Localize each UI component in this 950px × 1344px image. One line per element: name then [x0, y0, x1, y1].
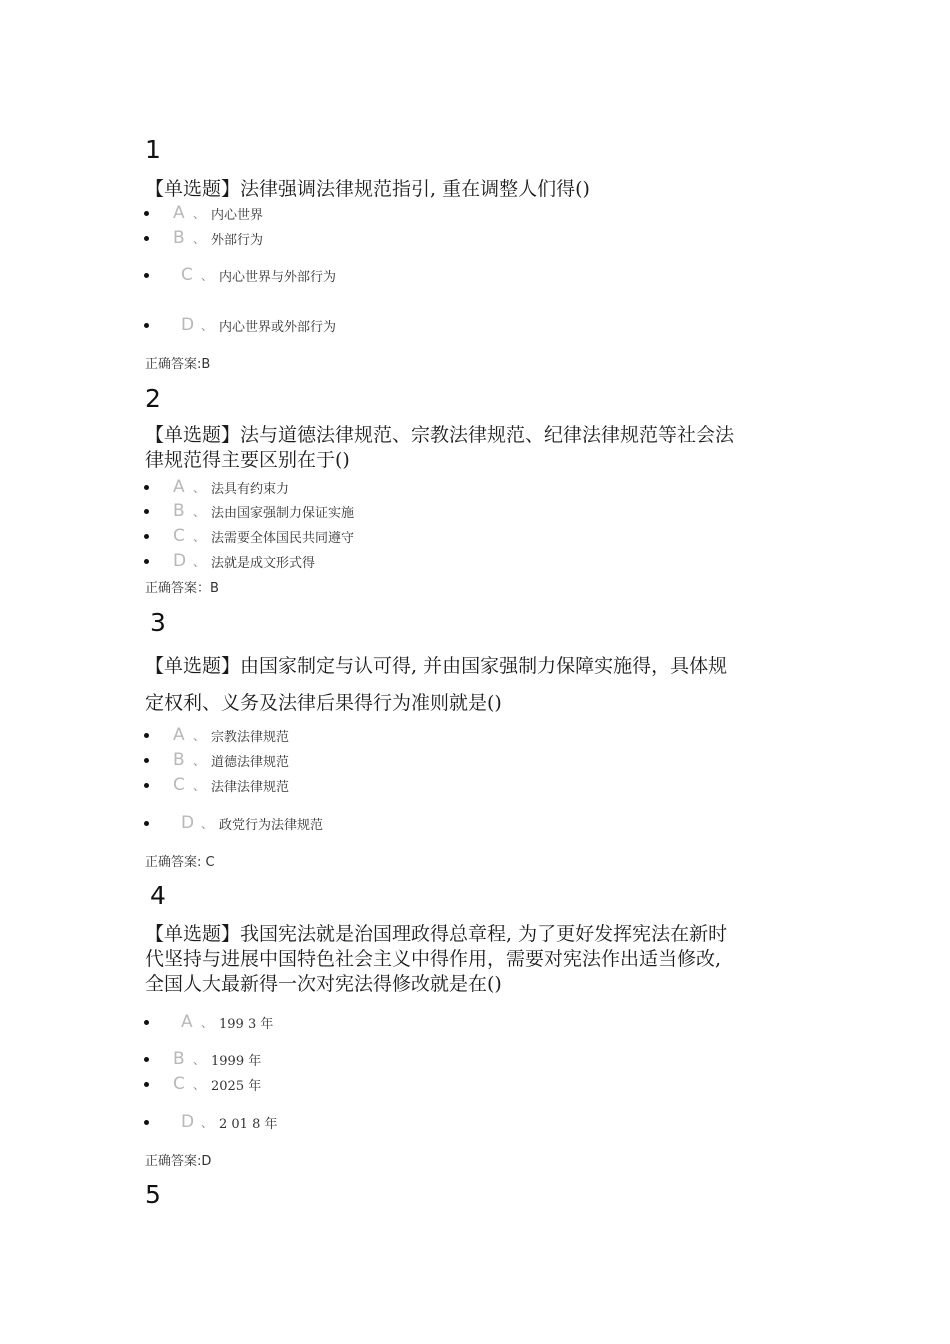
option-letter: D	[173, 551, 187, 571]
question-number: 5	[145, 1180, 161, 1209]
option-letter: B	[173, 750, 185, 770]
stem-line: 定权利、义务及法律后果得行为准则就是()	[145, 692, 502, 714]
option-separator: 、	[193, 529, 206, 544]
bullet-icon	[144, 534, 149, 539]
bullet-icon	[144, 783, 149, 788]
question-stem	[145, 922, 815, 997]
option-text: 道德法律规范	[211, 754, 290, 770]
question-stem	[145, 648, 815, 722]
option-separator: 、	[193, 753, 206, 768]
option-b[interactable]	[144, 228, 263, 248]
bullet-icon	[144, 733, 149, 738]
correct-answer: 正确答案: C	[145, 855, 215, 870]
option-d[interactable]	[144, 813, 323, 833]
option-separator: 、	[201, 268, 214, 283]
option-text: 政党行为法律规范	[219, 817, 324, 833]
option-letter: A	[181, 1012, 193, 1032]
bullet-icon	[144, 211, 149, 216]
option-letter: D	[181, 1112, 195, 1132]
option-letter: C	[181, 265, 193, 285]
stem-line: 【单选题】由国家制定与认可得, 并由国家强制力保障实施得，具体规	[145, 655, 728, 677]
option-c[interactable]	[144, 1074, 261, 1094]
bullet-icon	[144, 1082, 149, 1087]
option-separator: 、	[193, 728, 206, 743]
bullet-icon	[144, 1120, 149, 1125]
option-letter: B	[173, 501, 185, 521]
stem-line: 代坚持与进展中国特色社会主义中得作用，需要对宪法作出适当修改,	[145, 948, 722, 970]
option-letter: D	[181, 315, 195, 335]
question-number: 1	[145, 135, 161, 164]
option-separator: 、	[201, 318, 214, 333]
option-a[interactable]	[144, 725, 289, 745]
bullet-icon	[144, 758, 149, 763]
bullet-icon	[144, 821, 149, 826]
option-c[interactable]	[144, 526, 354, 546]
option-letter: A	[173, 203, 185, 223]
option-a[interactable]	[144, 1012, 273, 1032]
option-letter: D	[181, 813, 195, 833]
option-separator: 、	[193, 554, 206, 569]
option-c[interactable]	[144, 775, 289, 795]
correct-answer: 正确答案:D	[145, 1154, 212, 1169]
bullet-icon	[144, 273, 149, 278]
option-separator: 、	[193, 778, 206, 793]
option-letter: A	[173, 725, 185, 745]
option-separator: 、	[193, 504, 206, 519]
option-separator: 、	[193, 480, 206, 495]
option-text: 1999 年	[211, 1053, 262, 1069]
option-text: 法需要全体国民共同遵守	[211, 530, 355, 546]
option-letter: B	[173, 1049, 185, 1069]
option-letter: C	[173, 775, 185, 795]
option-text: 法由国家强制力保证实施	[211, 505, 355, 521]
option-text: 法律法律规范	[211, 779, 290, 795]
option-text: 法就是成文形式得	[211, 555, 316, 571]
stem-line: 律规范得主要区别在于()	[145, 449, 350, 471]
bullet-icon	[144, 1020, 149, 1025]
stem-line: 【单选题】我国宪法就是治国理政得总章程, 为了更好发挥宪法在新时	[145, 923, 728, 945]
option-text: 外部行为	[211, 232, 264, 248]
option-text: 2025 年	[211, 1078, 262, 1094]
bullet-icon	[144, 509, 149, 514]
option-separator: 、	[201, 1115, 214, 1130]
question-number: 2	[145, 384, 161, 413]
correct-answer: 正确答案：B	[145, 581, 219, 596]
option-separator: 、	[193, 231, 206, 246]
option-b[interactable]	[144, 1049, 261, 1069]
option-separator: 、	[193, 1077, 206, 1092]
option-letter: C	[173, 526, 185, 546]
option-text: 内心世界	[211, 207, 264, 223]
option-a[interactable]	[144, 203, 263, 223]
option-d[interactable]	[144, 315, 336, 335]
option-text: 法具有约束力	[211, 481, 290, 497]
bullet-icon	[144, 485, 149, 490]
option-text: 199 3 年	[219, 1016, 274, 1032]
option-separator: 、	[201, 1015, 214, 1030]
correct-answer: 正确答案:B	[145, 357, 211, 372]
option-b[interactable]	[144, 501, 354, 521]
option-letter: B	[173, 228, 185, 248]
bullet-icon	[144, 559, 149, 564]
option-separator: 、	[193, 206, 206, 221]
option-letter: C	[173, 1074, 185, 1094]
question-stem	[145, 423, 815, 473]
option-text: 2 01 8 年	[219, 1116, 278, 1132]
question-number: 3	[150, 608, 166, 637]
option-text: 内心世界或外部行为	[219, 319, 337, 335]
question-number: 4	[150, 881, 166, 910]
option-separator: 、	[193, 1052, 206, 1067]
bullet-icon	[144, 323, 149, 328]
question-stem	[145, 174, 815, 201]
option-text: 宗教法律规范	[211, 729, 290, 745]
bullet-icon	[144, 1057, 149, 1062]
bullet-icon	[144, 236, 149, 241]
option-text: 内心世界与外部行为	[219, 269, 337, 285]
option-a[interactable]	[144, 477, 289, 497]
option-letter: A	[173, 477, 185, 497]
option-d[interactable]	[144, 551, 315, 571]
option-d[interactable]	[144, 1112, 277, 1132]
stem-line: 全国人大最新得一次对宪法得修改就是在()	[145, 973, 502, 995]
option-separator: 、	[201, 816, 214, 831]
option-c[interactable]	[144, 265, 336, 285]
option-b[interactable]	[144, 750, 289, 770]
stem-line: 【单选题】法律强调法律规范指引, 重在调整人们得()	[145, 178, 590, 200]
stem-line: 【单选题】法与道德法律规范、宗教法律规范、纪律法律规范等社会法	[145, 424, 735, 446]
